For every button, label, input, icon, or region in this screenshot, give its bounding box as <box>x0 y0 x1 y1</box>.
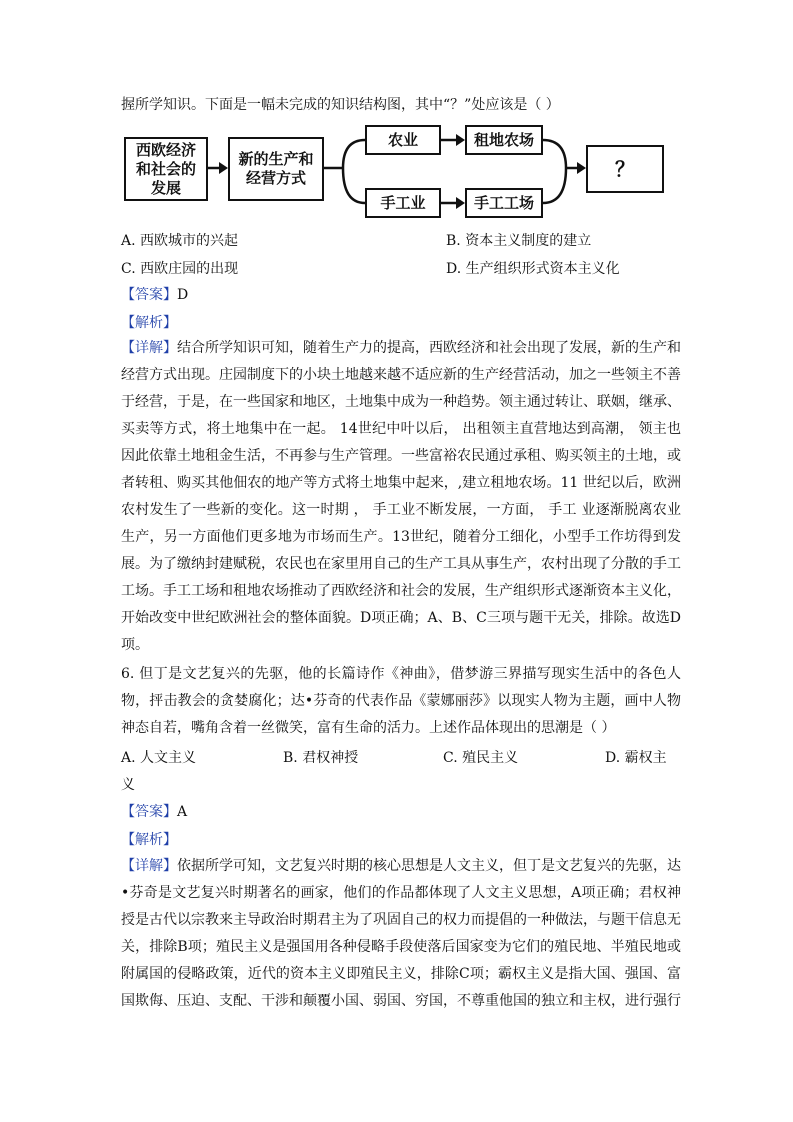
q5-answer-line <box>121 285 188 305</box>
merge-lower <box>543 168 566 203</box>
q6-option-c: C. 殖民主义 <box>443 750 519 766</box>
box-workshop-label: 手工工场 <box>473 193 534 212</box>
analysis-tag: 【解析】 <box>121 832 177 848</box>
q5-option-d: D. 生产组织形式资本主义化 <box>446 261 620 277</box>
q6-answer-line <box>121 802 187 822</box>
box-new-production-label: 新的生产和经营方式 <box>238 150 314 187</box>
q6-option-d-wrap: 义 <box>121 777 135 793</box>
box-agriculture-label: 农业 <box>387 130 418 149</box>
arrowhead <box>219 162 228 174</box>
box-unknown-label: ？ <box>615 156 635 181</box>
box-rental-farm-label: 租地农场 <box>473 130 534 149</box>
box-rental-farm <box>465 125 543 155</box>
arrowhead <box>456 197 465 209</box>
q5-option-b: B. 资本主义制度的建立 <box>446 233 592 249</box>
q5-option-a: A. 西欧城市的兴起 <box>121 233 239 249</box>
q6-stem: 6. 但丁是文艺复兴的先驱，他的长篇诗作《神曲》，借梦游三界描写现实生活中的各色人物，抨击教会的贪婪腐化；达•芬奇的代表作品《蒙娜丽莎》以现实人物为主题，画中人物神态自若，嘴角含着一丝微笑，富有生命的活力。上述作品体现出的思潮是（ ） <box>121 666 681 736</box>
q6-detail-text: 依据所学可知，文艺复兴时期的核心思想是人文主义，但丁是文艺复兴的先驱，达•芬奇是文艺复兴时期著名的画家，他们的作品都体现了人文主义思想，A项正确；君权神授是古代以宗教来主导政治时期君主为了巩固自己的权力而提倡的一种做法，与题干信息无关，排除B项；殖民主义是强国用各种侵略手段使落后国家变为它们的殖民地、半殖民地或附属国的侵略政策，近代的资本主义即殖民主义，排除C项；霸权主义是指大国、强国、富国欺侮、压迫、支配、干涉和颠覆小国、弱国、穷国，不尊重他国的独立和主权，进行强行 <box>121 858 681 1009</box>
q6-option-d: D. 霸权主 <box>605 750 667 766</box>
answer-tag: 【答案】 <box>121 287 177 303</box>
answer-tag: 【答案】 <box>121 804 177 820</box>
box-new-production <box>228 137 324 201</box>
question-intro: 握所学知识。下面是一幅未完成的知识结构图，其中“？”处应该是（ ） <box>121 97 560 113</box>
box-workshop <box>465 188 543 218</box>
arrowhead <box>456 134 465 146</box>
q5-analysis-tag <box>121 313 177 333</box>
arrowhead <box>577 162 586 174</box>
box-west-europe-label: 西欧经济和社会的发展 <box>135 140 196 197</box>
q5-detail <box>121 335 681 659</box>
q5-answer: D <box>177 287 189 303</box>
merge-upper <box>543 140 566 168</box>
box-agriculture <box>365 125 441 155</box>
q6-option-b: B. 君权神授 <box>283 750 359 766</box>
q5-option-c: C. 西欧庄园的出现 <box>121 261 239 277</box>
branch-lower <box>343 168 365 203</box>
detail-tag: 【详解】 <box>121 340 177 356</box>
box-handicraft-label: 手工业 <box>380 193 426 212</box>
q6-option-a: A. 人文主义 <box>121 750 197 766</box>
q6-analysis-tag <box>121 830 177 850</box>
q6-answer: A <box>177 804 188 820</box>
q5-detail-text: 结合所学知识可知，随着生产力的提高，西欧经济和社会出现了发展，新的生产和经营方式出现。庄园制度下的小块土地越来越不适应新的生产经营活动，加之一些领主不善于经营，于是，在一些国家和地区，土地集中成为一种趋势。领主通过转让、联姻，继承、买卖等方式，将土地集中在一起。 14世纪中叶以后， 出租领主直营地达到高潮， 领主也因此依靠土地租金生活，不再参与生产管理。一些富裕农民通过承租、购买领主的土地，或者转租、购买其他佃农的地产等方式将土地集中起来，,建立租地农场。11 世纪以后，欧洲农村发生了一些新的变化。这一时期 ， 手工业不断发展，一方面， 手工 业逐渐脱离农业生产，另一方面他们更多地为市场而生产。13世纪，随着分工细化，小型手工作坊得到发展。为了缴纳封建赋税，农民也在家里用自己的生产工具从事生产，农村出现了分散的手工工场。手工工场和租地农场推动了西欧经济和社会的发展，生产组织形式逐渐资本主义化，开始改变中世纪欧洲社会的整体面貌。D项正确；A、B、C三项与题干无关，排除。故选D项。 <box>121 340 681 653</box>
q6-detail <box>121 853 681 1015</box>
detail-tag: 【详解】 <box>121 858 177 874</box>
branch-upper <box>343 140 365 168</box>
box-handicraft <box>365 188 441 218</box>
box-west-europe <box>124 137 208 201</box>
box-unknown <box>586 145 664 193</box>
analysis-tag: 【解析】 <box>121 315 177 331</box>
